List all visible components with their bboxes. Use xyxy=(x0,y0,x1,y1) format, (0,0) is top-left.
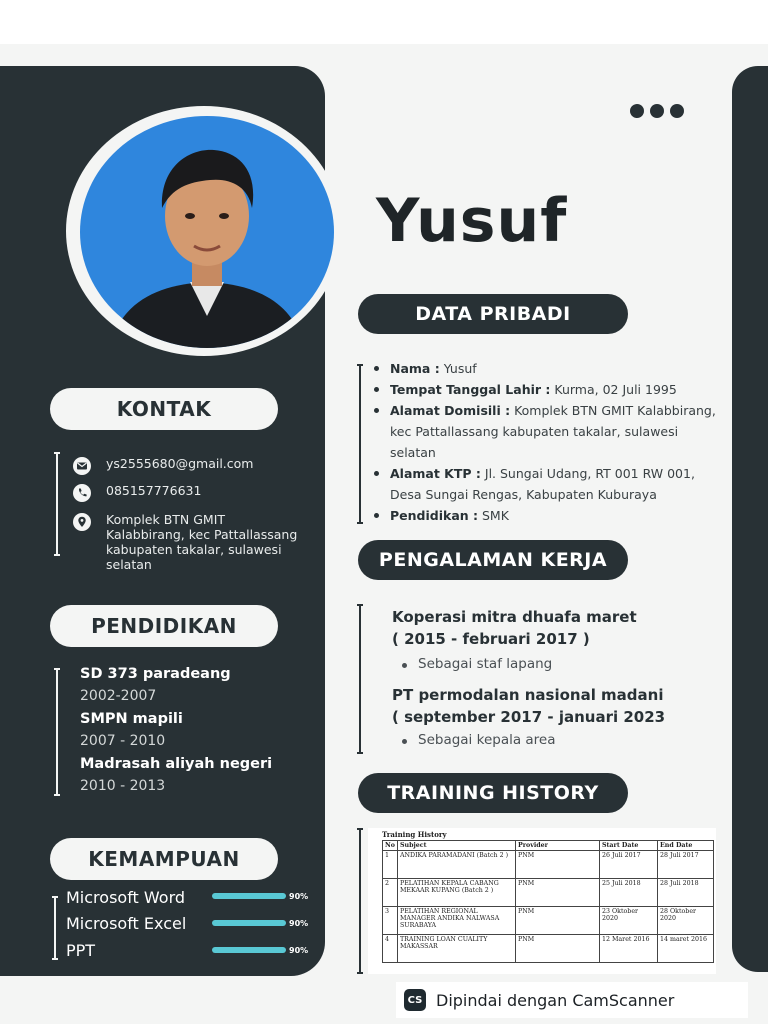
job-company: Koperasi mitra dhuafa maret ( 2015 - februari 2017 ) xyxy=(392,608,637,648)
divider-line xyxy=(56,668,58,796)
profile-photo xyxy=(80,116,334,348)
table-row: 1 ANDIKA PARAMADANI (Batch 2 ) PNM 26 Juli 2017 28 Juli 2017 xyxy=(383,851,714,879)
camscanner-logo-icon: CS xyxy=(404,989,426,1011)
profile-name: Yusuf xyxy=(376,186,568,256)
skill-name: Microsoft Excel xyxy=(66,914,187,933)
contact-address xyxy=(72,512,312,572)
personal-item: Pendidikan : SMK xyxy=(374,505,724,526)
education-school: SMPN mapili xyxy=(80,711,183,727)
personal-item: Tempat Tanggal Lahir : Kurma, 02 Juli 1995 xyxy=(374,379,724,400)
education-school: SD 373 paradeang xyxy=(80,666,231,682)
job-company: PT permodalan nasional madani ( september 2017 - januari 2023 xyxy=(392,686,666,726)
job-role: Sebagai kepala area xyxy=(402,732,556,748)
table-header: Start Date xyxy=(599,841,657,851)
personal-item: Alamat Domisili : Komplek BTN GMIT Kalabbirang, kec Pattallassang kabupaten takalar, sulawesi selatan xyxy=(374,400,724,463)
skill-level: 90% xyxy=(289,919,309,928)
divider-line xyxy=(54,896,56,960)
training-table-scan xyxy=(368,828,716,974)
divider-line xyxy=(359,604,361,754)
job-role: Sebagai staf lapang xyxy=(402,656,552,672)
camscanner-watermark xyxy=(396,982,748,1018)
contact-email xyxy=(72,456,253,476)
divider-line xyxy=(56,452,58,556)
section-pendidikan: PENDIDIKAN xyxy=(50,605,278,647)
education-years: 2007 - 2010 xyxy=(80,733,166,749)
training-table xyxy=(382,840,714,963)
training-table-title: Training History xyxy=(382,830,447,839)
section-training: TRAINING HISTORY xyxy=(358,773,628,813)
personal-item: Nama : Yusuf xyxy=(374,358,724,379)
education-years: 2010 - 2013 xyxy=(80,778,166,794)
contact-phone xyxy=(72,483,201,503)
section-kontak: KONTAK xyxy=(50,388,278,430)
person-portrait-icon xyxy=(80,116,334,348)
personal-data-list xyxy=(374,358,724,526)
personal-item: Alamat KTP : Jl. Sungai Udang, RT 001 RW 001, Desa Sungai Rengas, Kabupaten Kuburaya xyxy=(374,463,724,505)
right-decor-strip xyxy=(732,66,768,972)
section-pengalaman: PENGALAMAN KERJA xyxy=(358,540,628,580)
location-pin-icon xyxy=(72,512,92,532)
phone-icon xyxy=(72,483,92,503)
table-header: End Date xyxy=(657,841,713,851)
education-years: 2002-2007 xyxy=(80,688,157,704)
table-row: 2 PELATIHAN KEPALA CABANG MEKAAR KUPANG (Batch 2 ) PNM 25 Juli 2018 28 Juli 2018 xyxy=(383,879,714,907)
divider-line xyxy=(359,364,361,524)
contact-email-text: ys2555680@gmail.com xyxy=(106,456,254,471)
table-row: 4 TRAINING LOAN CUALITY MAKASSAR PNM 12 Maret 2016 14 maret 2016 xyxy=(383,935,714,963)
skill-name: PPT xyxy=(66,941,96,960)
divider-line xyxy=(359,828,361,974)
skill-bar xyxy=(212,893,286,899)
skill-level: 90% xyxy=(289,946,309,955)
section-data-pribadi: DATA PRIBADI xyxy=(358,294,628,334)
table-header: Provider xyxy=(515,841,599,851)
more-dots-icon xyxy=(630,104,684,118)
table-header: Subject xyxy=(397,841,515,851)
camscanner-text: Dipindai dengan CamScanner xyxy=(436,990,675,1010)
education-school: Madrasah aliyah negeri xyxy=(80,756,273,772)
mail-icon xyxy=(72,456,92,476)
section-kemampuan: KEMAMPUAN xyxy=(50,838,278,880)
contact-phone-text: 085157776631 xyxy=(106,483,202,498)
table-row: 3 PELATIHAN REGIONAL MANAGER ANDIKA NALWASA SURABAYA PNM 23 Oktober 2020 28 Oktober 2020 xyxy=(383,907,714,935)
table-header: No xyxy=(383,841,398,851)
skill-bar xyxy=(212,947,286,953)
skill-bar xyxy=(212,920,286,926)
contact-address-text: Komplek BTN GMIT Kalabbirang, kec Pattallassang kabupaten takalar, sulawesi selatan xyxy=(106,512,298,572)
skill-level: 90% xyxy=(289,892,309,901)
skill-name: Microsoft Word xyxy=(66,888,186,907)
